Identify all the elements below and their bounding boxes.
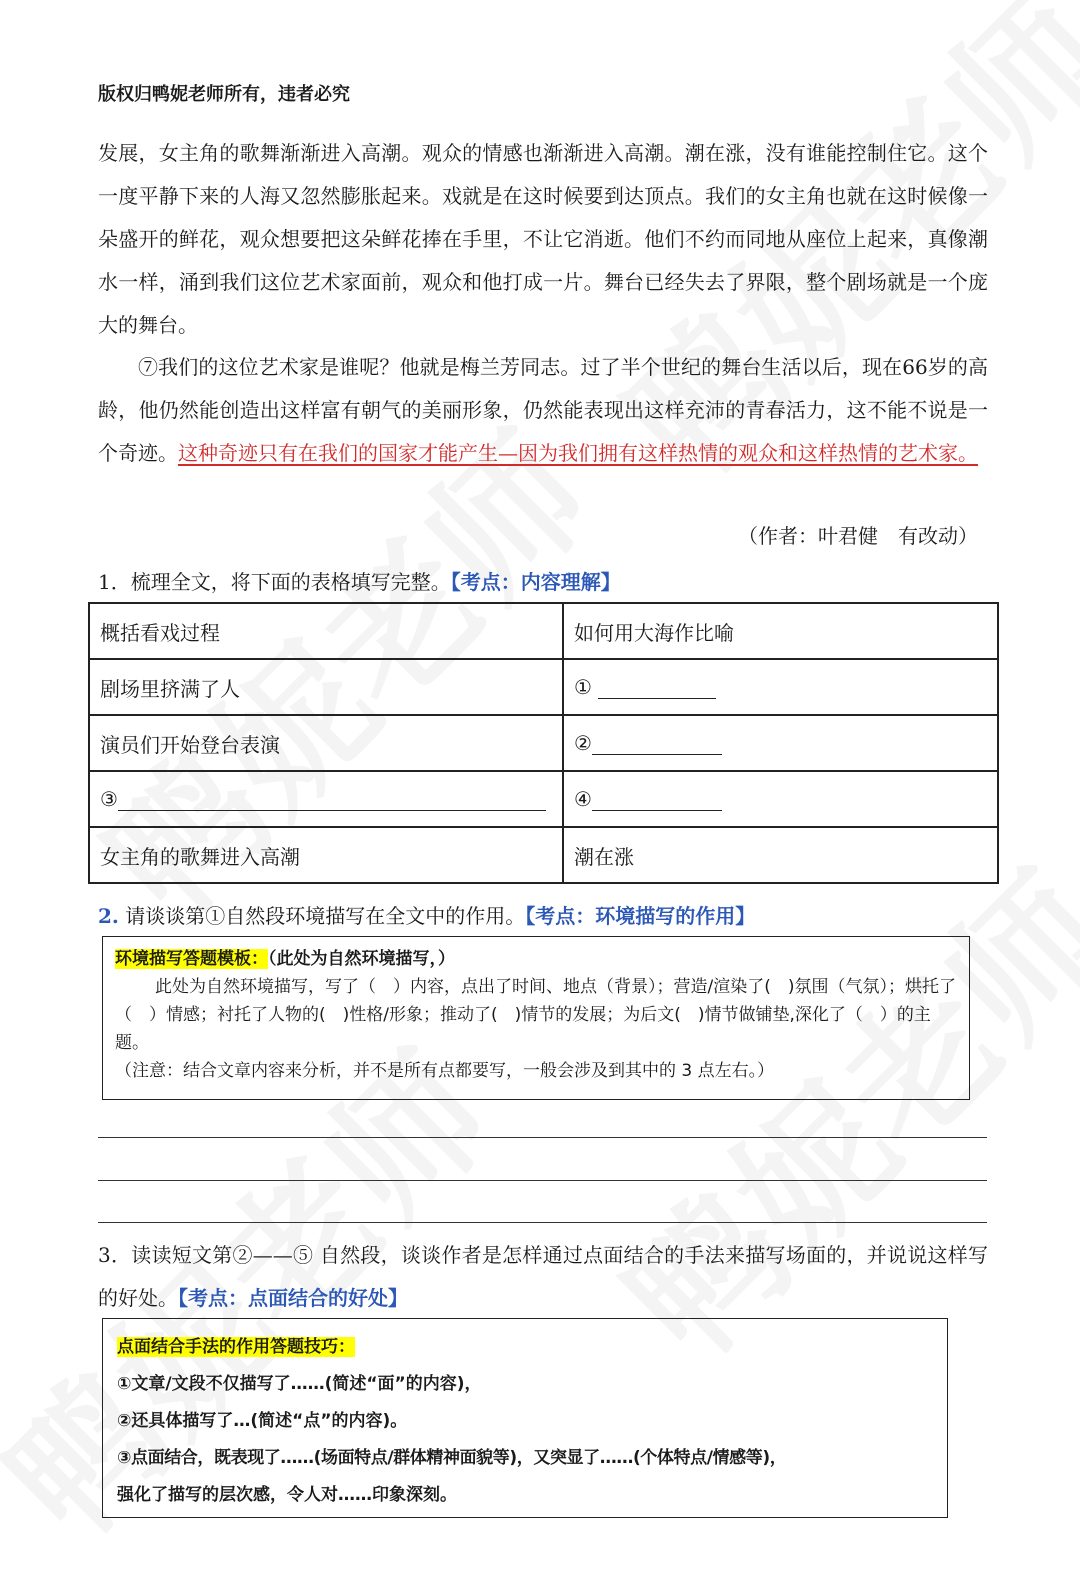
copyright-header: 版权归鸭妮老师所有，违者必究 [98,84,350,105]
summary-table [88,602,999,884]
table-cell: 剧场里挤满了人 [89,659,563,715]
answer-blank[interactable] [592,734,722,755]
paragraph-6: 发展，女主角的歌舞渐渐进入高潮。观众的情感也渐渐进入高潮。潮在涨，没有谁能控制住它。这个一度平静下来的人海又忽然膨胀起来。戏就是在这时候要到达顶点。我们的女主角也就在这时候像一朵盛开的鲜花，观众想要把这朵鲜花捧在手里，不让它消逝。他们不约而同地从座位上起来，真像潮水一样，涌到我们这位艺术家面前，观众和他打成一片。舞台已经失去了界限，整个剧场就是一个庞大的舞台。 [98,141,988,337]
table-cell: 潮在涨 [563,827,998,883]
tips-line: ③点面结合，既表现了……(场面特点/群体精神面貌等)，又突显了……(个体特点/情感等)， [117,1448,787,1468]
question-2-number: 2. [98,904,119,928]
table-row [89,659,998,715]
blank-label: ④ [574,787,592,811]
question-1 [98,566,621,595]
table-cell [563,771,998,827]
table-row [89,827,998,883]
template-body: 此处为自然环境描写，写了（ ）内容，点出了时间、地点（背景）；营造/渲染了( )氛围（气氛）；烘托了（ ）情感；衬托了人物的( )性格/形象；推动了( )情节的发展；为后文( )情节做铺垫,深化了（ ）的主题。 [115,977,956,1053]
table-cell [563,715,998,771]
table-row [89,715,998,771]
template-title: 环境描写答题模板： [115,949,268,969]
tips-line: 强化了描写的层次感，令人对……印象深刻。 [117,1485,457,1505]
answer-blank[interactable] [598,678,716,699]
template-title-suffix: （此处为自然环境描写，） [268,949,455,969]
blank-label: ① [574,675,592,699]
highlighted-sentence: 这种奇迹只有在我们的国家才能产生—因为我们拥有这样热情的观众和这样热情的艺术家。 [178,441,978,465]
template-title-line [115,945,957,973]
question-2-text: 请谈谈第①自然段环境描写在全文中的作用。 [125,904,526,928]
table-header-cell: 如何用大海作比喻 [563,603,998,659]
blank-label: ② [574,731,592,755]
question-3-text: 3．读读短文第②——⑤ 自然段，谈谈作者是怎样通过点面结合的手法来描写场面的，并说说这样写的好处。 [98,1243,988,1310]
paragraph-7 [98,346,988,475]
template-note: （注意：结合文章内容来分析，并不是所有点都要写，一般会涉及到其中的 3 点左右。） [115,1061,775,1081]
answer-line[interactable] [98,1180,987,1181]
blank-label: ③ [100,787,118,811]
question-3 [98,1234,988,1320]
table-row [89,771,998,827]
question-2 [98,900,755,929]
answer-blank[interactable] [592,790,722,811]
answer-line[interactable] [98,1137,987,1138]
table-header-cell: 概括看戏过程 [89,603,563,659]
question-3-tag: 【考点：点面结合的好处】 [178,1286,408,1310]
answer-line[interactable] [98,1222,987,1223]
answer-blank[interactable] [118,790,546,811]
table-header-row [89,603,998,659]
table-cell [563,659,998,715]
author-credit: （作者：叶君健 有改动） [738,524,978,548]
tips-title: 点面结合手法的作用答题技巧： [117,1337,355,1357]
point-surface-tips-box [102,1318,948,1518]
question-1-text: 1．梳理全文，将下面的表格填写完整。 [98,570,451,594]
question-1-tag: 【考点：内容理解】 [450,570,621,594]
paragraph-7-text: ⑦我们的这位艺术家是谁呢？他就是梅兰芳同志。过了半个世纪的舞台生活以后，现在66岁的高龄，他仍然能创造出这样富有朝气的美丽形象，仍然能表现出这样充沛的青春活力，这不能不说是一个奇迹。 [98,355,988,465]
table-cell: 演员们开始登台表演 [89,715,563,771]
table-cell [89,771,563,827]
question-2-tag: 【考点：环境描写的作用】 [525,904,756,928]
tips-line: ②还具体描写了…(简述“点”的内容)。 [117,1411,408,1431]
environment-template-box [102,936,970,1100]
tips-title-line [117,1329,933,1366]
table-cell: 女主角的歌舞进入高潮 [89,827,563,883]
tips-line: ①文章/文段不仅描写了……(简述“面”的内容)， [117,1374,482,1394]
